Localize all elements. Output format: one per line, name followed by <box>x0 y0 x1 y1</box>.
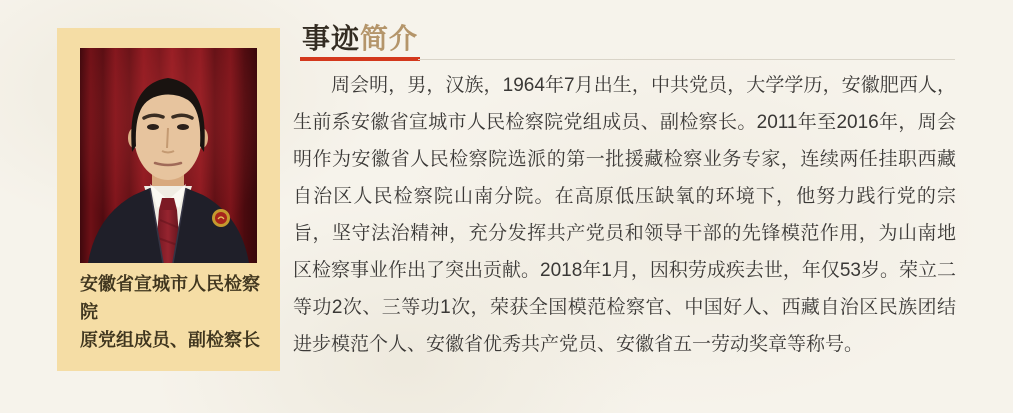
profile-organization: 安徽省宣城市人民检察院 <box>80 274 260 322</box>
section-title-part1: 事迹 <box>302 23 361 54</box>
profile-card <box>57 28 280 371</box>
portrait-photo-illustration <box>80 48 257 263</box>
lapel-badge-icon <box>212 209 230 227</box>
portrait-photo <box>80 48 257 263</box>
header-rule <box>418 59 955 60</box>
section-title <box>300 24 420 61</box>
section-title-part2: 简介 <box>360 23 419 54</box>
biography-text: 周会明，男，汉族，1964年7月出生，中共党员，大学学历，安徽肥西人，生前系安徽省宣城市人民检察院党组成员、副检察长。2011年至2016年，周会明作为安徽省人民检察院选派的第一批援藏检察业务专家，连续两任挂职西藏自治区人民检察院山南分院。在高原低压缺氧的环境下，他努力践行党的宗旨，坚守法治精神，充分发挥共产党员和领导干部的先锋模范作用，为山南地区检察事业作出了突出贡献。2018年1月，因积劳成疾去世，年仅53岁。荣立二等功2次、三等功1次，荣获全国模范检察官、中国好人、西藏自治区民族团结进步模范个人、安徽省优秀共产党员、安徽省五一劳动奖章等称号。 <box>293 75 956 355</box>
profile-position: 原党组成员、副检察长 <box>80 330 260 350</box>
profile-caption <box>80 270 272 354</box>
